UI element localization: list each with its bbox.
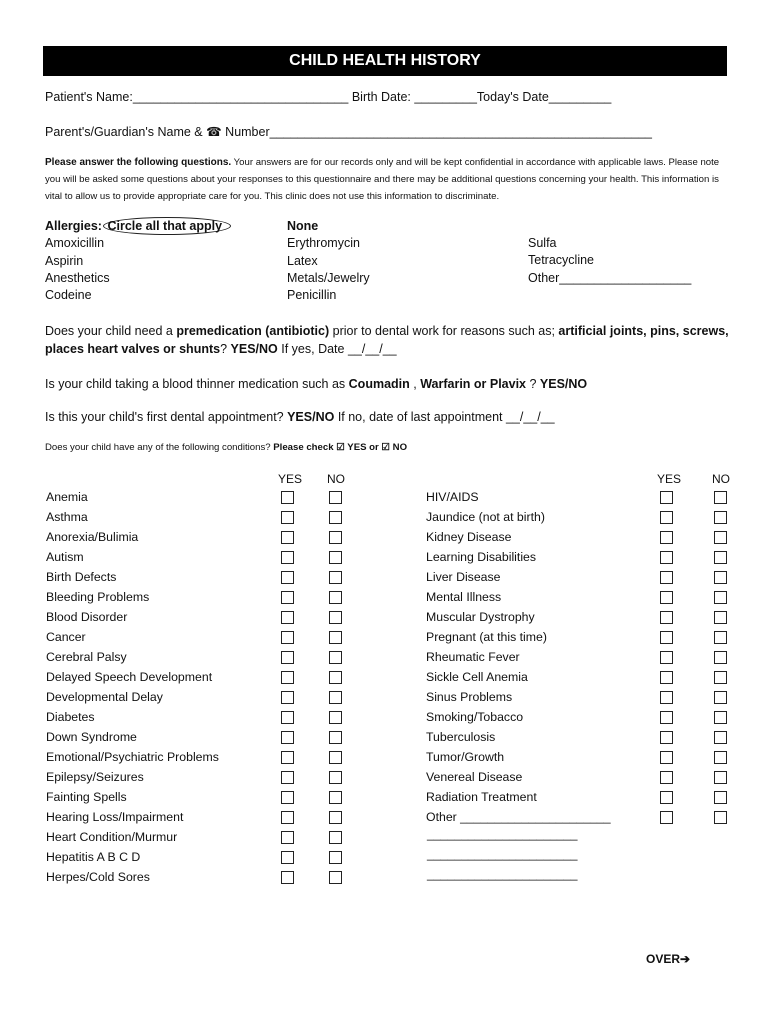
- condition-label: Pregnant (at this time): [426, 630, 547, 644]
- condition-label: Other ______________________: [426, 810, 611, 824]
- no-checkbox[interactable]: [714, 671, 727, 684]
- q1-text: prior to dental work for reasons such as;: [329, 324, 559, 338]
- yes-checkbox[interactable]: [660, 771, 673, 784]
- allergy-item[interactable]: Tetracycline: [528, 253, 594, 268]
- condition-row: [0, 848, 770, 868]
- q3-date-field[interactable]: If no, date of last appointment __/__/__: [334, 410, 555, 424]
- allergies-col1: [45, 218, 231, 304]
- condition-label: Down Syndrome: [46, 730, 137, 744]
- yes-checkbox[interactable]: [660, 691, 673, 704]
- allergy-item[interactable]: Sulfa: [528, 236, 557, 250]
- allergy-none-text: None: [287, 219, 319, 233]
- no-checkbox[interactable]: [714, 531, 727, 544]
- condition-label: Epilepsy/Seizures: [46, 770, 144, 784]
- condition-label: Muscular Dystrophy: [426, 610, 535, 624]
- yes-checkbox[interactable]: [660, 571, 673, 584]
- condition-label: Herpes/Cold Sores: [46, 870, 150, 884]
- no-checkbox[interactable]: [714, 491, 727, 504]
- q1-text: ?: [220, 342, 231, 356]
- question-first-appointment: [45, 408, 735, 426]
- yes-checkbox[interactable]: [660, 751, 673, 764]
- no-checkbox[interactable]: [714, 591, 727, 604]
- allergy-item[interactable]: Penicillin: [287, 288, 337, 303]
- allergies-col3: [528, 235, 691, 287]
- condition-row: [0, 568, 770, 588]
- over-indicator: OVER➔: [646, 952, 691, 966]
- condition-row: [0, 708, 770, 728]
- allergy-item[interactable]: Latex: [287, 253, 318, 268]
- condition-row: [0, 748, 770, 768]
- allergy-item-other[interactable]: Other___________________: [528, 270, 692, 285]
- no-checkbox[interactable]: [714, 711, 727, 724]
- condition-label: Sickle Cell Anemia: [426, 670, 528, 684]
- allergies-header: [45, 218, 231, 235]
- allergies-label: Allergies:: [45, 219, 102, 233]
- no-checkbox[interactable]: [714, 771, 727, 784]
- yes-checkbox[interactable]: [281, 871, 294, 884]
- condition-label: Jaundice (not at birth): [426, 510, 545, 524]
- condition-label: Smoking/Tobacco: [426, 710, 524, 724]
- intro-bold: Please answer the following questions.: [45, 157, 232, 168]
- yes-checkbox[interactable]: [660, 651, 673, 664]
- condition-label: Kidney Disease: [426, 530, 512, 544]
- condition-label: Birth Defects: [46, 570, 117, 584]
- parent-line-suffix: Number_______________________________________________________: [221, 125, 652, 139]
- allergy-item[interactable]: Metals/Jewelry: [287, 270, 370, 285]
- blank-line[interactable]: ______________________: [427, 867, 578, 881]
- q1-yes-no[interactable]: YES/NO: [230, 342, 278, 356]
- no-checkbox[interactable]: [714, 631, 727, 644]
- condition-label: Asthma: [46, 510, 88, 524]
- q2-text: Is your child taking a blood thinner medication such as: [45, 377, 349, 391]
- intro-paragraph: [45, 154, 735, 205]
- condition-row: [0, 668, 770, 688]
- right-no-header: NO: [712, 472, 730, 486]
- condition-label: Emotional/Psychiatric Problems: [46, 750, 219, 764]
- no-checkbox[interactable]: [714, 751, 727, 764]
- left-no-header: NO: [327, 472, 345, 486]
- intro-text: Your answers are for our records only and will be kept confidential in accordance with applicable laws. Please note you will be asked some questions about your responses to this questionnaire and there may be additional questions concerning your health. This information is vital to allow us to provide appropriate care for you. This clinic does not use this information to discriminate.: [45, 157, 720, 202]
- q2-bold: Coumadin: [348, 377, 410, 391]
- parent-info-line[interactable]: [45, 124, 652, 139]
- q1-date-field[interactable]: If yes, Date __/__/__: [277, 342, 397, 356]
- yes-checkbox[interactable]: [660, 491, 673, 504]
- no-checkbox[interactable]: [714, 611, 727, 624]
- no-checkbox[interactable]: [714, 691, 727, 704]
- allergy-item-none[interactable]: [287, 218, 370, 235]
- yes-checkbox[interactable]: [660, 791, 673, 804]
- condition-row: [0, 588, 770, 608]
- q2-text: ?: [526, 377, 540, 391]
- condition-label: Developmental Delay: [46, 690, 163, 704]
- condition-label: Anemia: [46, 490, 88, 504]
- condition-label: Venereal Disease: [426, 770, 523, 784]
- yes-checkbox[interactable]: [281, 851, 294, 864]
- yes-checkbox[interactable]: [660, 591, 673, 604]
- condition-label: Sinus Problems: [426, 690, 513, 704]
- allergy-item[interactable]: Aspirin: [45, 253, 84, 268]
- yes-checkbox[interactable]: [660, 611, 673, 624]
- yes-checkbox[interactable]: [660, 731, 673, 744]
- yes-checkbox[interactable]: [281, 831, 294, 844]
- no-checkbox[interactable]: [714, 811, 727, 824]
- q2-text: ,: [409, 377, 421, 391]
- left-yes-header: YES: [278, 472, 303, 486]
- yes-checkbox[interactable]: [660, 811, 673, 824]
- q2-yes-no[interactable]: YES/NO: [539, 377, 588, 391]
- blank-line[interactable]: ______________________: [427, 847, 578, 861]
- question-conditions: [45, 442, 407, 453]
- allergy-item[interactable]: Erythromycin: [287, 236, 360, 251]
- condition-label: HIV/AIDS: [426, 490, 479, 504]
- condition-label: Diabetes: [46, 710, 95, 724]
- condition-row: [0, 808, 770, 828]
- condition-row: [0, 768, 770, 788]
- no-checkbox[interactable]: [329, 851, 342, 864]
- q1-text: Does your child need a: [45, 324, 177, 338]
- right-yes-header: YES: [657, 472, 682, 486]
- q1-bold: artificial joints, pins, screws, places heart valves or shunts: [45, 324, 729, 356]
- condition-label: Heart Condition/Murmur: [46, 830, 178, 844]
- condition-label: Tuberculosis: [426, 730, 496, 744]
- condition-row: [0, 608, 770, 628]
- condition-label: Hearing Loss/Impairment: [46, 810, 184, 824]
- q4-text: Does your child have any of the following conditions?: [45, 442, 274, 453]
- condition-row: [0, 628, 770, 648]
- no-checkbox[interactable]: [714, 551, 727, 564]
- condition-row: [0, 488, 770, 508]
- no-checkbox[interactable]: [714, 571, 727, 584]
- condition-label: Mental Illness: [426, 590, 502, 604]
- phone-icon: ☎: [206, 125, 222, 139]
- condition-label: Autism: [46, 550, 84, 564]
- form-title-text: CHILD HEALTH HISTORY: [289, 52, 481, 69]
- yes-checkbox[interactable]: [660, 551, 673, 564]
- question-premedication: [45, 322, 735, 358]
- condition-row: [0, 528, 770, 548]
- q1-bold: premedication (antibiotic): [176, 324, 330, 338]
- q3-yes-no[interactable]: YES/NO: [287, 410, 335, 424]
- yes-checkbox[interactable]: [660, 511, 673, 524]
- condition-label: Radiation Treatment: [426, 790, 537, 804]
- yes-checkbox[interactable]: [660, 631, 673, 644]
- allergy-item[interactable]: Codeine: [45, 288, 92, 303]
- condition-label: Rheumatic Fever: [426, 650, 520, 664]
- form-title: [43, 46, 727, 76]
- q2-bold: Warfarin or Plavix: [420, 377, 527, 391]
- condition-label: Cerebral Palsy: [46, 650, 127, 664]
- allergy-item[interactable]: Amoxicillin: [45, 236, 105, 251]
- circle-all-that-apply: Circle all that apply: [103, 217, 231, 235]
- condition-label: Blood Disorder: [46, 610, 128, 624]
- no-checkbox[interactable]: [714, 511, 727, 524]
- condition-row: [0, 828, 770, 848]
- no-checkbox[interactable]: [329, 831, 342, 844]
- condition-row: [0, 548, 770, 568]
- condition-label: Anorexia/Bulimia: [46, 530, 139, 544]
- condition-label: Tumor/Growth: [426, 750, 505, 764]
- q3-text: Is this your child's first dental appointment?: [45, 410, 288, 424]
- allergies-col2: [287, 218, 370, 304]
- condition-label: Liver Disease: [426, 570, 501, 584]
- condition-row: [0, 688, 770, 708]
- no-checkbox[interactable]: [714, 651, 727, 664]
- condition-label: Cancer: [46, 630, 86, 644]
- condition-label: Hepatitis A B C D: [46, 850, 141, 864]
- question-blood-thinner: [45, 375, 735, 393]
- no-checkbox[interactable]: [714, 791, 727, 804]
- no-checkbox[interactable]: [714, 731, 727, 744]
- parent-line-prefix: Parent's/Guardian's Name &: [45, 125, 207, 139]
- yes-checkbox[interactable]: [660, 531, 673, 544]
- q4-bold: Please check ☑ YES or ☑ NO: [273, 442, 408, 453]
- condition-row: [0, 788, 770, 808]
- blank-line[interactable]: ______________________: [427, 827, 578, 841]
- yes-checkbox[interactable]: [660, 711, 673, 724]
- condition-row: [0, 868, 770, 888]
- condition-row: [0, 648, 770, 668]
- yes-checkbox[interactable]: [660, 671, 673, 684]
- allergy-item[interactable]: Anesthetics: [45, 270, 110, 285]
- condition-label: Fainting Spells: [46, 790, 127, 804]
- no-checkbox[interactable]: [329, 871, 342, 884]
- condition-label: Delayed Speech Development: [46, 670, 213, 684]
- patient-info-line[interactable]: Patient's Name:_______________________________ Birth Date: _________Today's Date_________: [45, 90, 612, 104]
- condition-label: Learning Disabilities: [426, 550, 537, 564]
- condition-row: [0, 728, 770, 748]
- condition-row: [0, 508, 770, 528]
- condition-label: Bleeding Problems: [46, 590, 150, 604]
